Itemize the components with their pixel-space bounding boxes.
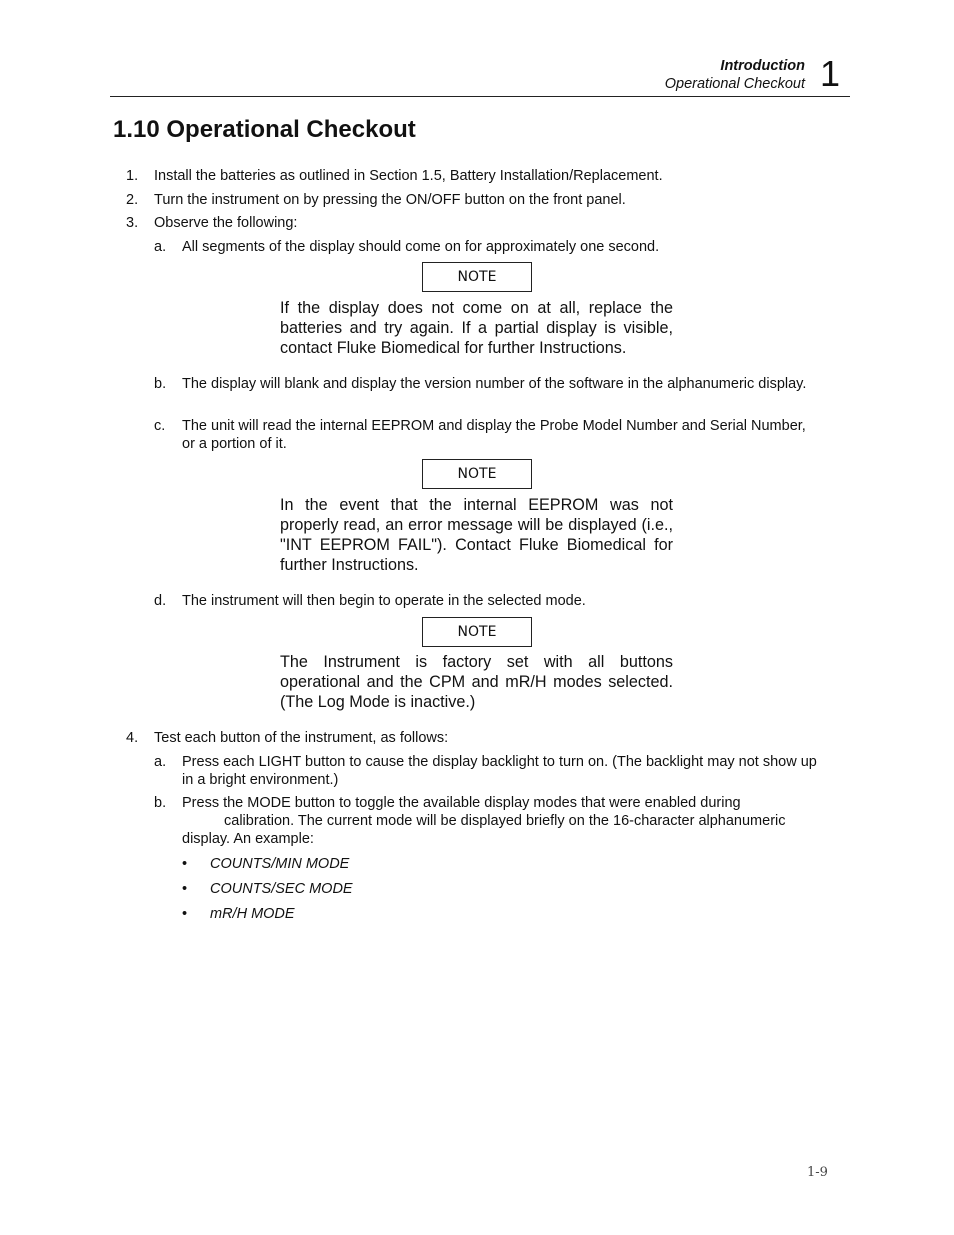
substep-line: Press the MODE button to toggle the available display modes that were enabled during (182, 795, 741, 811)
substep-text: All segments of the display should come on for approximately one second. (182, 239, 660, 255)
note-label: NOTE (422, 262, 532, 292)
header-subtitle: Operational Checkout (664, 76, 805, 92)
step-number: 3. (126, 215, 139, 231)
bullet-icon: • (182, 906, 188, 922)
step-text: Observe the following: (154, 215, 298, 231)
mode-item: mR/H MODE (210, 906, 295, 922)
page-header (110, 53, 850, 97)
step-number: 1. (126, 168, 139, 184)
substep-letter: b. (154, 376, 167, 392)
substep-letter: d. (154, 593, 167, 609)
substep-line: display. An example: (182, 831, 314, 847)
note-text: If the display does not come on at all, replace the batteries and try again. If a partial display is visible, contact Fluke Biomedical for further Instructions. (280, 299, 673, 357)
section-title: 1.10 Operational Checkout (113, 116, 416, 143)
bullet-icon: • (182, 856, 188, 872)
substep-text: The instrument will then begin to operate in the selected mode. (182, 593, 586, 609)
mode-item: COUNTS/MIN MODE (210, 856, 350, 872)
step-number: 4. (126, 730, 139, 746)
note-text: The Instrument is factory set with all buttons operational and the CPM and mR/H modes selected. (The Log Mode is inactive.) (280, 653, 673, 711)
substep-line: calibration. The current mode will be displayed briefly on the 16-character alphanumeric (224, 813, 786, 829)
bullet-icon: • (182, 881, 188, 897)
substep-text (182, 794, 842, 848)
header-text (665, 57, 805, 93)
substep-letter: c. (154, 418, 166, 434)
note-text: In the event that the internal EEPROM was not properly read, an error message will be displayed (i.e., "INT EEPROM FAIL"). Contact Fluke Biomedical for further Instructions. (280, 496, 673, 574)
step-number: 2. (126, 192, 139, 208)
step-text: Turn the instrument on by pressing the ON/OFF button on the front panel. (154, 192, 626, 208)
substep-text: The display will blank and display the version number of the software in the alphanumeric display. (182, 376, 807, 392)
header-title: Introduction (720, 58, 805, 74)
page-number: 1-9 (807, 1165, 828, 1180)
substep-text: The unit will read the internal EEPROM and display the Probe Model Number and Serial Number, or a portion of it. (182, 418, 806, 452)
note-label: NOTE (422, 617, 532, 647)
chapter-number: 1 (819, 53, 840, 94)
substep-letter: a. (154, 754, 167, 770)
step-text: Install the batteries as outlined in Section 1.5, Battery Installation/Replacement. (154, 168, 663, 184)
note-label: NOTE (422, 459, 532, 489)
substep-letter: a. (154, 239, 167, 255)
step-text: Test each button of the instrument, as follows: (154, 730, 449, 746)
mode-item: COUNTS/SEC MODE (210, 881, 353, 897)
substep-letter: b. (154, 795, 167, 811)
substep-text: Press each LIGHT button to cause the display backlight to turn on. (The backlight may not show up in a bright environment.) (182, 754, 817, 788)
